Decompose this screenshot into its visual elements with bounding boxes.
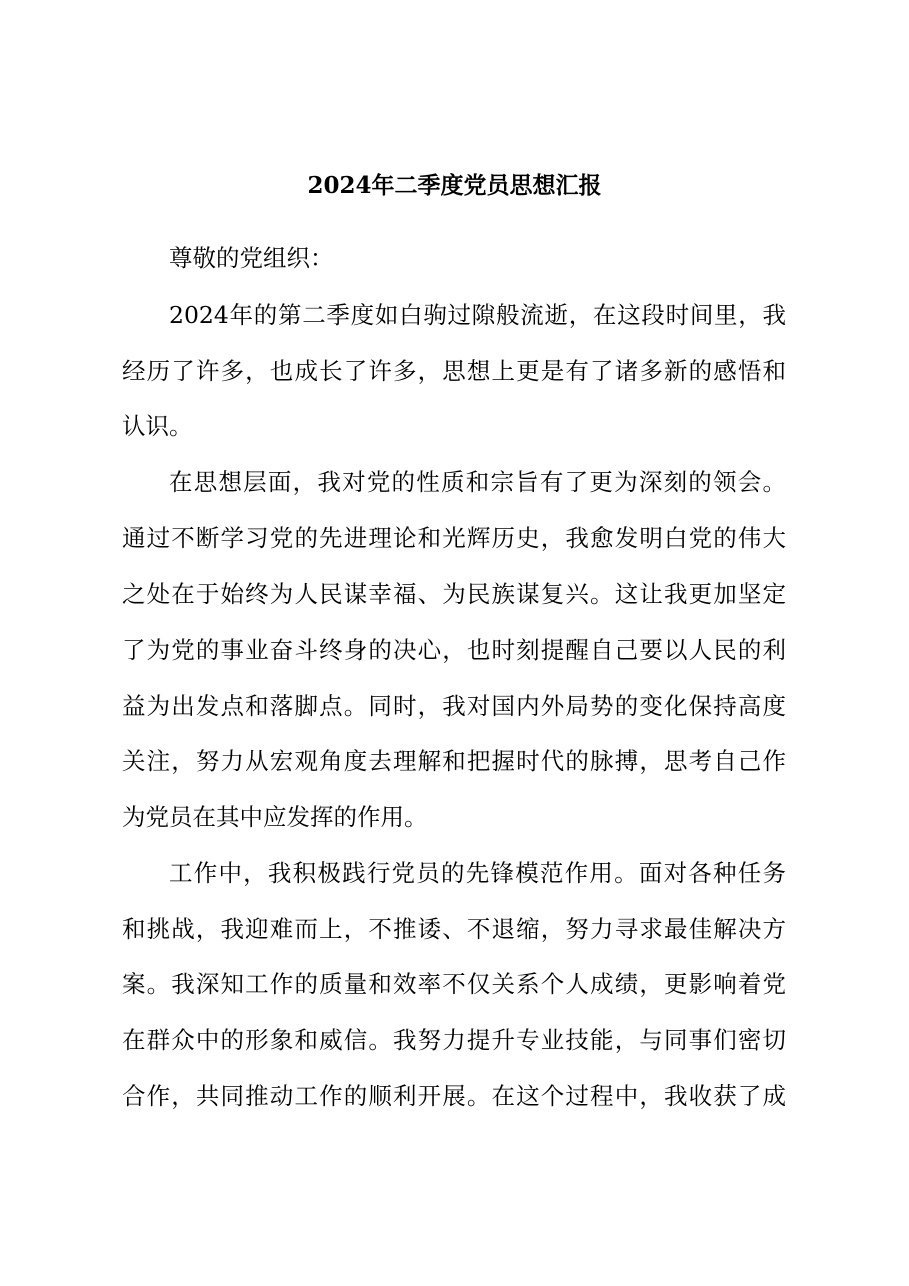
paragraph-2-line-7: 为党员在其中应发挥的作用。 <box>122 803 428 831</box>
paragraph-2-line-3: 之处在于始终为人民谋幸福、为民族谋复兴。这让我更加坚定 <box>122 580 786 608</box>
paragraph-3-line-4: 在群众中的形象和威信。我努力提升专业技能，与同事们密切 <box>122 1026 786 1054</box>
paragraph-1-line-2: 经历了许多，也成长了许多，思想上更是有了诸多新的感悟和 <box>122 357 786 385</box>
paragraph-3-line-5: 合作，共同推动工作的顺利开展。在这个过程中，我收获了成 <box>122 1082 786 1110</box>
paragraph-2-line-5: 益为出发点和落脚点。同时，我对国内外局势的变化保持高度 <box>122 692 786 720</box>
paragraph-1-line-1: 2024年的第二季度如白驹过隙般流逝，在这段时间里，我 <box>169 301 786 329</box>
paragraph-2-line-6: 关注，努力从宏观角度去理解和把握时代的脉搏，思考自己作 <box>122 747 786 775</box>
paragraph-2-line-4: 了为党的事业奋斗终身的决心，也时刻提醒自己要以人民的利 <box>122 636 786 664</box>
paragraph-3-line-2: 和挑战，我迎难而上，不推诿、不退缩，努力寻求最佳解决方 <box>122 915 786 943</box>
paragraph-2-line-1: 在思想层面，我对党的性质和宗旨有了更为深刻的领会。 <box>169 468 786 496</box>
salutation: 尊敬的党组织： <box>169 244 334 272</box>
paragraph-1-line-3: 认识。 <box>122 412 193 440</box>
paragraph-3-line-3: 案。我深知工作的质量和效率不仅关系个人成绩，更影响着党 <box>122 970 786 998</box>
paragraph-2-line-2: 通过不断学习党的先进理论和光辉历史，我愈发明白党的伟大 <box>122 524 786 552</box>
document-title: 2024年二季度党员思想汇报 <box>307 172 602 199</box>
paragraph-3-line-1: 工作中，我积极践行党员的先锋模范作用。面对各种任务 <box>169 859 786 887</box>
